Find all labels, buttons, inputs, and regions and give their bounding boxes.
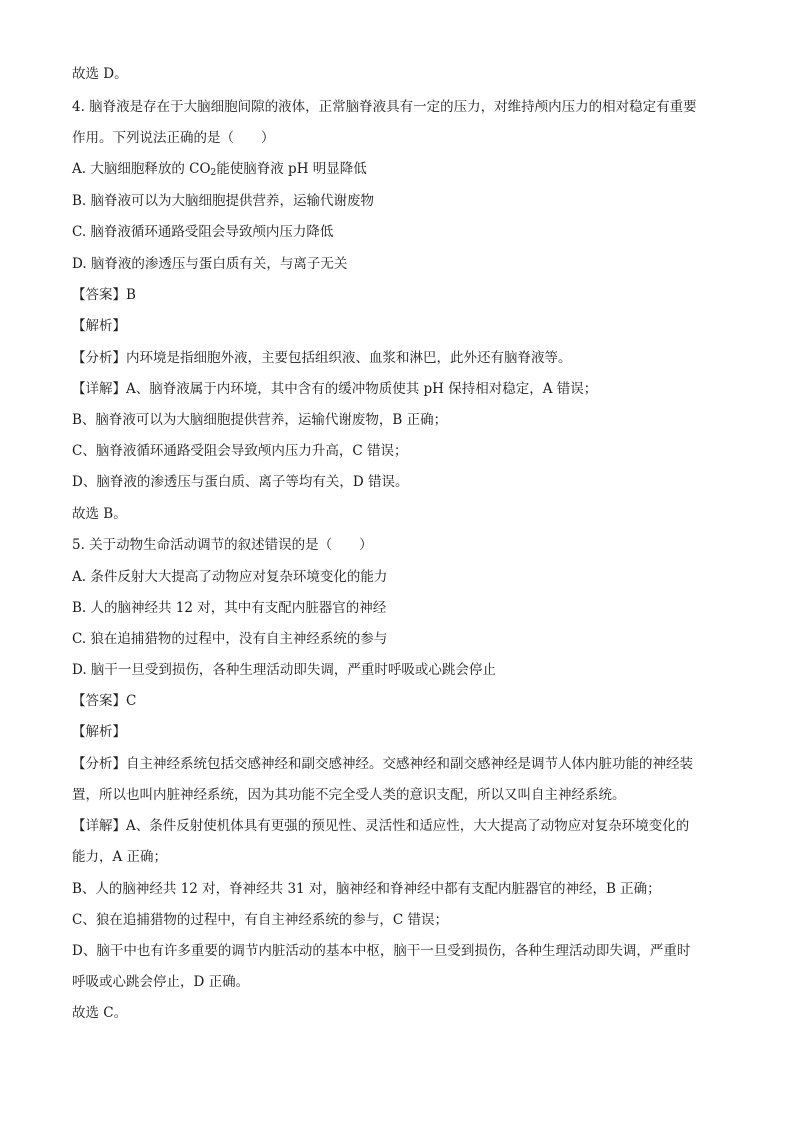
question-5-analysis-heading: 【解析】 — [72, 724, 126, 740]
question-4-detail-a: 【详解】A、脑脊液属于内环境，其中含有的缓冲物质使其 pH 保持相对稳定，A 错误； — [72, 381, 598, 397]
question-4-stem-line-1: 4. 脑脊液是存在于大脑细胞间隙的液体，正常脑脊液具有一定的压力，对维持颅内压力的相对稳定有重要 — [72, 99, 697, 115]
question-4-analysis-heading: 【解析】 — [72, 318, 126, 334]
question-4-option-c: C. 脑脊液循环通路受阻会导致颅内压力降低 — [72, 224, 334, 240]
question-5-option-c: C. 狼在追捕猎物的过程中，没有自主神经系统的参与 — [72, 631, 388, 647]
option-a-text-end: 能使脑脊液 pH 明显降低 — [216, 161, 367, 177]
question-4-detail-d: D、脑脊液的渗透压与蛋白质、离子等均有关，D 错误。 — [72, 474, 409, 490]
question-5-stem: 5. 关于动物生命活动调节的叙述错误的是（ ） — [72, 537, 373, 553]
question-5-option-d: D. 脑干一旦受到损伤，各种生理活动即失调，严重时呼吸或心跳会停止 — [72, 662, 496, 678]
co2-subscript: 2 — [210, 168, 217, 178]
question-5-option-a: A. 条件反射大大提高了动物应对复杂环境变化的能力 — [72, 569, 388, 585]
question-5-conclusion: 故选 C。 — [72, 1005, 128, 1021]
question-5-answer: 【答案】C — [72, 693, 137, 709]
question-4-stem-line-2: 作用。下列说法正确的是（ ） — [72, 130, 275, 146]
question-5-detail-a-line-2: 能力，A 正确； — [72, 849, 168, 865]
question-5-option-b: B. 人的脑神经共 12 对，其中有支配内脏器官的神经 — [72, 600, 387, 616]
question-5-analysis-line-1: 【分析】自主神经系统包括交感神经和副交感神经。交感神经和副交感神经是调节人体内脏功能的神经装 — [72, 756, 693, 772]
option-a-text-start: A. 大脑细胞释放的 CO — [72, 161, 211, 177]
question-5-detail-c: C、狼在追捕猎物的过程中，有自主神经系统的参与，C 错误； — [72, 912, 448, 928]
question-5-detail-b: B、人的脑神经共 12 对，脊神经共 31 对，脑神经和脊神经中都有支配内脏器官的神经，B 正确； — [72, 881, 661, 897]
question-4-detail-b: B、脑脊液可以为大脑细胞提供营养，运输代谢废物，B 正确； — [72, 412, 448, 428]
question-4-conclusion: 故选 B。 — [72, 506, 127, 522]
question-5-analysis-line-2: 置，所以也叫内脏神经系统，因为其功能不完全受人类的意识支配，所以又叫自主神经系统。 — [72, 787, 626, 803]
question-4-option-d: D. 脑脊液的渗透压与蛋白质有关，与离子无关 — [72, 256, 348, 272]
question-4-option-a — [72, 159, 367, 183]
question-4-answer: 【答案】B — [72, 287, 136, 303]
question-4-option-b: B. 脑脊液可以为大脑细胞提供营养，运输代谢废物 — [72, 193, 375, 209]
question-4-analysis: 【分析】内环境是指细胞外液，主要包括组织液、血浆和淋巴，此外还有脑脊液等。 — [72, 350, 572, 366]
question-4-detail-c: C、脑脊液循环通路受阻会导致颅内压力升高，C 错误； — [72, 443, 408, 459]
question-5-detail-d-line-1: D、脑干中也有许多重要的调节内脏活动的基本中枢，脑干一旦受到损伤，各种生理活动即失调，严重时 — [72, 943, 691, 959]
question-5-detail-a-line-1: 【详解】A、条件反射使机体具有更强的预见性、灵活性和适应性，大大提高了动物应对复杂环境变化的 — [72, 818, 690, 834]
question-5-detail-d-line-2: 呼吸或心跳会停止，D 正确。 — [72, 974, 250, 990]
conclusion-line-q3: 故选 D。 — [72, 66, 128, 82]
